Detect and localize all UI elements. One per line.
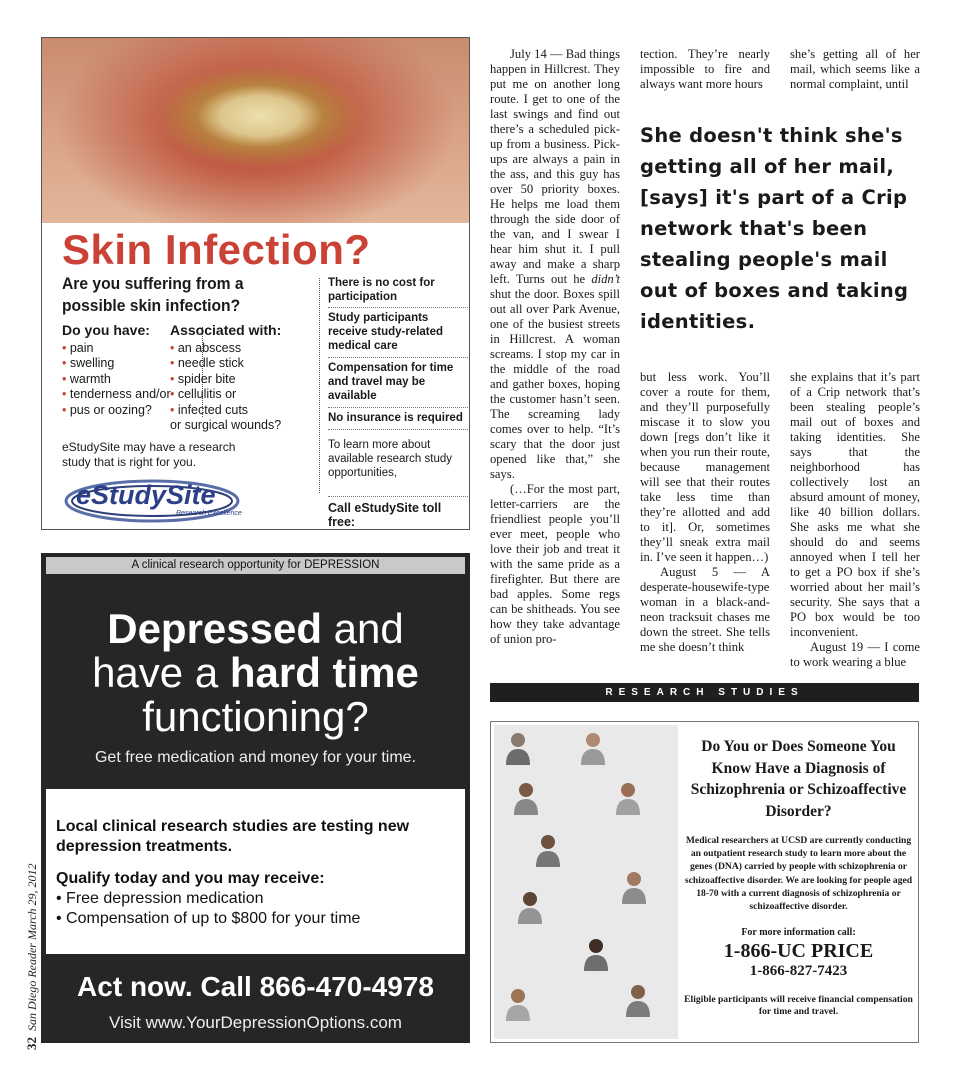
phone-estudy bbox=[328, 529, 470, 530]
article-paragraph: (…For the most part, letter-carriers are the friendliest people you’ll ever meet, people who love their job and treat it with the same pride as a firefighter. But there are bad apples. Some regs can be shitheads. You see how they take advantage of union pro- bbox=[490, 482, 620, 646]
list-item: • tenderness and/or bbox=[62, 387, 197, 403]
headline-word: and bbox=[322, 605, 404, 652]
article-paragraph: she explains that it’s part of a Crip network that’s been stealing people’s mail out of boxes and taking identities. She says that the neighborhood has collectively lost an absurd amount of money, like 40 billion dollars. She asks me what she should do and seems annoyed when I tell her to get a PO box if she’s worried about her mail’s security. She says that a PO box would be too inconvenient. bbox=[790, 370, 920, 639]
benefit-item: No insurance is required bbox=[328, 408, 470, 430]
pull-quote: She doesn't think she's getting all of her mail, [says] it's part of a Crip network that's been stealing people's mail out of boxes and taking identities. bbox=[640, 124, 909, 333]
info-label: For more information call: bbox=[741, 927, 856, 939]
person-icon bbox=[512, 781, 540, 817]
box-heading: Local clinical research studies are testing new depression treatments. bbox=[56, 818, 410, 855]
article-paragraph: August 19 — I come to work wearing a blue bbox=[790, 640, 920, 669]
schizophrenia-ad bbox=[490, 721, 919, 1043]
headline-word: Depressed bbox=[107, 605, 323, 652]
list-item: • swelling bbox=[62, 356, 197, 372]
schizophrenia-ad-text bbox=[681, 736, 916, 1018]
article-column-2-top: tection. They’re nearly impossible to fire and always want more hours bbox=[640, 47, 770, 91]
person-icon bbox=[579, 731, 607, 767]
headline-word: functioning? bbox=[142, 693, 369, 740]
list-item: • needle stick bbox=[170, 356, 320, 372]
associated-with-list bbox=[170, 323, 320, 434]
phone-word: 1-866-UC PRICE bbox=[723, 940, 874, 963]
list-item: • cellulitis or bbox=[170, 387, 320, 403]
call-line: Call eStudySite toll free: bbox=[328, 501, 442, 529]
skin-ad-benefits bbox=[328, 276, 470, 530]
schizophrenia-ad-headline: Do You or Does Someone You Know Have a Diagnosis of Schizophrenia or Schizoaffective Disorder? bbox=[690, 738, 907, 820]
headline-word: hard time bbox=[229, 649, 419, 696]
depression-ad-url: Visit www.YourDepressionOptions.com bbox=[109, 1013, 402, 1032]
logo-wordmark: eStudySite bbox=[76, 480, 216, 510]
article-paragraph: August 5 — A desperate-housewife-type woman in a black-and-neon tracksuit chases me down the street. She tells me she doesn’t think bbox=[640, 565, 770, 654]
logo-tagline: Research Excellence bbox=[176, 510, 242, 517]
person-icon bbox=[516, 890, 544, 926]
article-text: July 14 — Bad things happen in Hillcrest. They put me on another long route. I get to one of the last swings and find out there’s a scheduled pick-up from a business. Pick-ups are always a pain in the ass, and this guy has over 50 priority boxes. He helps me load them through the side door of the van, and I swear I hear him shut it. I pull away and make a sharp left. Turns out he bbox=[490, 47, 620, 286]
person-icon bbox=[504, 987, 532, 1023]
skin-ad-promo: eStudySite may have a research study that is right for you. bbox=[62, 440, 236, 469]
depression-ad-box bbox=[46, 789, 465, 954]
people-illustration bbox=[494, 725, 678, 1039]
headline-word: have a bbox=[92, 649, 230, 696]
depression-ad bbox=[41, 553, 470, 1043]
list-item: • Compensation of up to $800 for your time bbox=[56, 910, 361, 927]
article-column-2-bottom bbox=[640, 370, 770, 655]
schizophrenia-ad-body: Medical researchers at UCSD are currently conducting an outpatient research study to learn more about the genes (DNA) carried by people with schizophrenia or schizoaffective disorder. We are looking for people aged 18-70 with a current diagnosis of schizophrenia or schizoaffective disorder. bbox=[684, 835, 913, 913]
folio-line: San Diego Reader March 29, 2012 bbox=[25, 863, 39, 1031]
skin-infection-photo bbox=[42, 38, 470, 223]
skin-ad-question: Are you suffering from a possible skin infection? bbox=[62, 274, 244, 315]
qualify-heading: Qualify today and you may receive: bbox=[56, 870, 325, 887]
list-item: • spider bite bbox=[170, 372, 320, 388]
estudysite-logo bbox=[64, 476, 244, 526]
person-icon bbox=[614, 781, 642, 817]
page-number: 32 bbox=[24, 1037, 39, 1050]
article-column-3-bottom bbox=[790, 370, 920, 670]
list-item: • warmth bbox=[62, 372, 197, 388]
person-icon bbox=[582, 937, 610, 973]
skin-ad-headline: Skin Infection? bbox=[62, 226, 371, 273]
list-item: • pain bbox=[62, 341, 197, 357]
depression-ad-band: A clinical research opportunity for DEPRESSION bbox=[46, 557, 465, 574]
do-you-have-heading: Do you have: bbox=[62, 322, 150, 338]
article-text: shut the door. Boxes spill out all over Park Avenue, one of the busiest streets in Hillcrest. A woman screams. I stop my car in the middle of the road and gather boxes, hoping the customer hasn’t seen. The screaming lady comes over to help. “It’s scary that the door just opened like that,” she says. bbox=[490, 287, 620, 481]
list-item: or surgical wounds? bbox=[170, 418, 282, 432]
list-item: • Free depression medication bbox=[56, 890, 264, 907]
person-icon bbox=[534, 833, 562, 869]
learn-more-text: To learn more about available research study opportunities, bbox=[328, 430, 470, 497]
article-column-3-top: she’s getting all of her mail, which seems like a normal complaint, until bbox=[790, 47, 920, 91]
person-icon bbox=[620, 870, 648, 906]
article-emphasis: didn’t bbox=[591, 272, 620, 286]
research-studies-bar: RESEARCH STUDIES bbox=[490, 683, 919, 702]
depression-ad-headline bbox=[41, 607, 470, 739]
article-column-1 bbox=[490, 47, 620, 647]
person-icon bbox=[624, 983, 652, 1019]
divider bbox=[319, 278, 320, 493]
person-icon bbox=[504, 731, 532, 767]
list-item: • pus or oozing? bbox=[62, 403, 197, 419]
depression-ad-sub: Get free medication and money for your time. bbox=[94, 749, 417, 766]
benefit-item: There is no cost for participation bbox=[328, 276, 470, 308]
list-item: • an abscess bbox=[170, 341, 320, 357]
benefit-item: Compensation for time and travel may be available bbox=[328, 358, 470, 408]
list-item: • infected cuts bbox=[170, 403, 320, 419]
depression-ad-call: Act now. Call 866-470-4978 bbox=[77, 971, 434, 1002]
benefit-item: Study participants receive study-related medical care bbox=[328, 308, 470, 358]
phone-number: 1-866-827-7423 bbox=[749, 963, 848, 980]
associated-with-heading: Associated with: bbox=[170, 322, 282, 338]
eligible-text: Eligible participants will receive financial compensation for time and travel. bbox=[684, 994, 913, 1018]
article-paragraph: but less work. You’ll cover a route for them, and they’ll purposefully miscase it to slow you down [regs don’t like it when you run their route, because management will see that their routes take less time than they’re allotted and add to it]. Or, sometimes they’ll sneak extra mail in. I’ve seen it happen…) bbox=[640, 370, 770, 564]
skin-infection-ad bbox=[41, 37, 470, 530]
